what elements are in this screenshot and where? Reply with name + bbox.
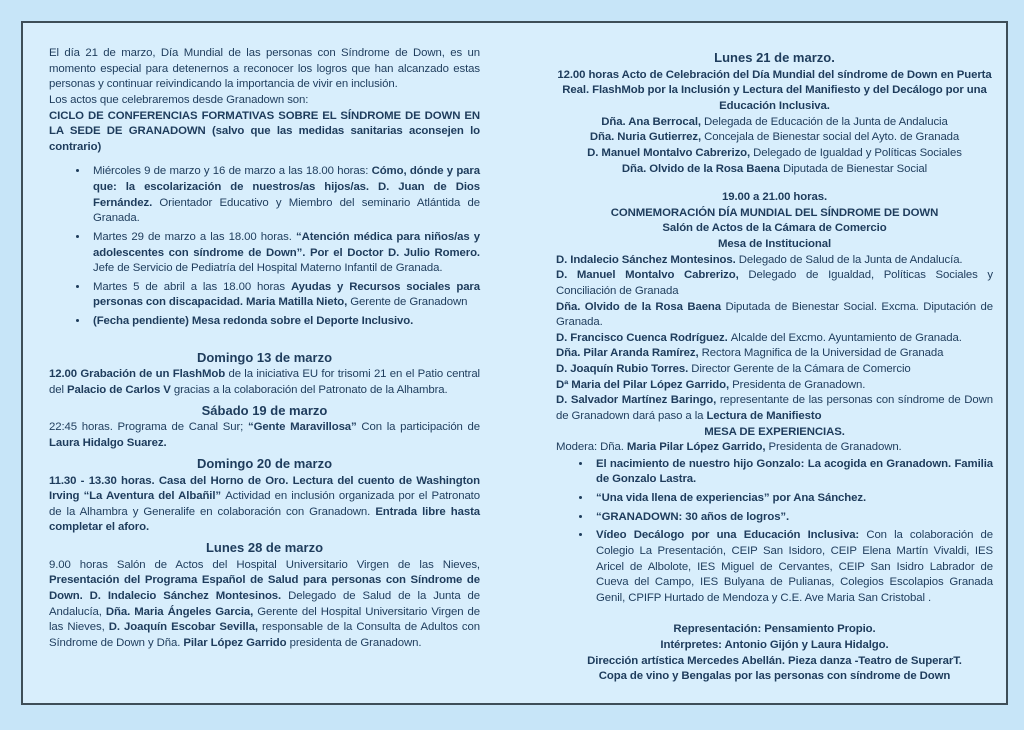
- subheading: [556, 654, 993, 670]
- paragraph: [49, 474, 480, 537]
- text-run: Los actos que celebraremos desde Granadown son:: [49, 93, 309, 106]
- text-run: “Gente Maravillosa”: [247, 421, 362, 434]
- text-run: gracias a la colaboración del Patronato de la Alhambra.: [173, 384, 448, 397]
- text-run: Con la colaboración de Colegio La Presentación, CEIP San Isidoro, CEIP Elena Martín Vivaldi, IES Aricel de Albolote, IES Miguel de Cervantes, CEIP San Isidro Labrador de Cueva del Campo, IES Bulyana de Pulianas, Colegios Escolapios Granada Genil, CPIFP Hurtado de Mendoza y C.E. Ave Maria San Cristobal .: [596, 529, 993, 604]
- text-run: Dña. Nuria Gutierrez,: [589, 131, 705, 144]
- text-run: Delegada de Educación de la Junta de Andalucia: [704, 115, 948, 128]
- paragraph: [49, 367, 480, 398]
- heading: [49, 455, 480, 473]
- text-run: de la iniciativa EU for trisomi 21 en el Patio central del: [49, 368, 480, 397]
- heading: [49, 539, 480, 557]
- bullet-item: [89, 164, 480, 227]
- text-run: Intérpretes: Antonio Gijón y Laura Hidalgo.: [660, 639, 889, 652]
- text-run: MESA DE EXPERIENCIAS.: [704, 425, 845, 438]
- text-run: D. Francisco Cuenca Rodríguez.: [556, 331, 731, 344]
- text-run: CONMEMORACIÓN DÍA MUNDIAL DEL SÍNDROME DE DOWN: [610, 206, 939, 219]
- blank-line: [556, 177, 993, 190]
- subheading: [556, 622, 993, 638]
- text-run: Sábado 19 de marzo: [201, 402, 328, 418]
- text-run: responsable de la Consulta de Adultos con Síndrome de Down y Dña.: [49, 621, 480, 649]
- paragraph: [556, 393, 993, 424]
- text-run: Miércoles 9 de marzo y 16 de marzo a las 18.00 horas:: [93, 165, 372, 178]
- text-run: Presidenta de Granadown.: [732, 378, 866, 391]
- paragraph: [49, 558, 480, 652]
- text-run: Diputada de Bienestar Social: [782, 162, 928, 175]
- paragraph: [556, 146, 993, 162]
- text-run: Orientador Educativo y Miembro del seminario Atlántida de Granada.: [93, 196, 480, 225]
- flyer-page: [21, 21, 1008, 705]
- subheading: [556, 425, 993, 441]
- text-run: Gerente del Hospital Universitario Virgen de las Nieves,: [49, 605, 480, 634]
- heading: [49, 349, 480, 367]
- heading: [556, 49, 993, 67]
- text-run: Lectura de Manifiesto: [706, 409, 822, 422]
- text-run: Lunes 28 de marzo: [205, 540, 324, 556]
- text-run: Representación: Pensamiento Propio.: [673, 623, 876, 636]
- paragraph: [556, 268, 993, 299]
- text-run: Presidenta de Granadown.: [768, 441, 902, 454]
- paragraph: [556, 253, 993, 269]
- text-run: Dña. Ana Berrocal,: [601, 115, 705, 128]
- bullet-list: [556, 457, 993, 607]
- bullet-item: [89, 230, 480, 277]
- text-run: Dª Maria del Pilar López Garrido,: [556, 378, 733, 391]
- text-run: D. Joaquín Escobar Sevilla,: [108, 621, 262, 634]
- text-run: Con la participación de: [361, 421, 481, 434]
- paragraph: [556, 300, 993, 331]
- subheading: [556, 237, 993, 253]
- text-run: “GRANADOWN: 30 años de logros”.: [596, 510, 790, 523]
- text-run: Domingo 20 de marzo: [196, 455, 333, 471]
- text-run: 12.00 Grabación de un FlashMob: [49, 368, 229, 381]
- paragraph: [556, 130, 993, 146]
- text-run: D. Manuel Montalvo Cabrerizo,: [556, 269, 749, 282]
- left-column: [49, 46, 480, 693]
- bullet-item: [89, 280, 480, 311]
- text-run: Entrada libre hasta completar el aforo.: [49, 505, 480, 534]
- text-run: Laura Hidalgo Suarez.: [49, 437, 167, 450]
- blank-line: [49, 333, 480, 346]
- text-run: Mesa de Institucional: [717, 238, 832, 251]
- text-run: presidenta de Granadown.: [289, 636, 422, 649]
- text-run: Dña. Olvido de la Rosa Baena: [621, 162, 783, 175]
- text-run: Dña. Maria Ángeles Garcia,: [105, 605, 258, 618]
- text-run: Dña. Pilar Aranda Ramírez,: [556, 347, 702, 360]
- text-run: Modera: Dña.: [556, 441, 627, 454]
- text-run: “Una vida llena de experiencias” por Ana Sánchez.: [596, 492, 867, 505]
- blank-line: [556, 609, 993, 622]
- subheading: [556, 206, 993, 222]
- text-run: Dirección artística Mercedes Abellán. Pieza danza -Teatro de SuperarT.: [587, 654, 962, 667]
- subheading: [556, 638, 993, 654]
- text-run: 12.00 horas Acto de Celebración del Día Mundial del síndrome de Down en Puerta Real. FlashMob por la Inclusión y Lectura del Manifiesto y del Decálogo por una Educación Inclusiva.: [557, 68, 992, 113]
- text-run: D. Joaquín Rubio Torres.: [556, 363, 692, 376]
- text-run: representante de las personas con síndrome de Down de Granadown dará paso a la: [556, 394, 993, 422]
- text-run: Alcalde del Excmo. Ayuntamiento de Granada.: [730, 331, 962, 344]
- text-run: Domingo 13 de marzo: [196, 349, 333, 365]
- text-run: Rectora Magnifica de la Universidad de Granada: [701, 347, 944, 360]
- paragraph: [49, 109, 480, 156]
- text-run: Presentación del Programa Español de Salud para personas con Síndrome de Down. D. Indalecio Sánchez Montesinos.: [49, 574, 480, 603]
- text-run: Jefe de Servicio de Pediatría del Hospital Materno Infantil de Granada.: [93, 262, 443, 275]
- paragraph: [556, 362, 993, 378]
- text-run: Delegado de Igualdad y Políticas Sociales: [753, 146, 962, 159]
- text-run: (Fecha pendiente) Mesa redonda sobre el Deporte Inclusivo.: [93, 315, 414, 327]
- bullet-item: [592, 510, 993, 526]
- text-run: 19.00 a 21.00 horas.: [721, 191, 828, 204]
- bullet-item: [592, 528, 993, 606]
- text-run: Dña. Olvido de la Rosa Baena: [556, 300, 726, 313]
- paragraph: [556, 346, 993, 362]
- paragraph: [49, 46, 480, 93]
- bullet-list: [49, 164, 480, 329]
- text-run: D. Indalecio Sánchez Montesinos.: [556, 253, 739, 266]
- text-run: Concejala de Bienestar social del Ayto. de Granada: [704, 131, 960, 144]
- paragraph: [556, 440, 993, 456]
- text-run: Lunes 21 de marzo.: [714, 50, 835, 65]
- text-run: Ayudas y Recursos sociales para personas con discapacidad. Maria Matilla Nieto,: [93, 280, 481, 309]
- text-run: Director Gerente de la Cámara de Comercio: [691, 363, 911, 376]
- bullet-item: [89, 314, 480, 330]
- text-run: CICLO DE CONFERENCIAS FORMATIVAS SOBRE EL SÍNDROME DE DOWN EN LA SEDE DE GRANADOWN (salvo que las medidas sanitarias aconsejen lo contrario): [49, 109, 480, 153]
- text-run: Martes 29 de marzo a las 18.00 horas.: [93, 230, 296, 243]
- text-run: Cómo, dónde y para que: la escolarización de nuestros/as hijos/as. D. Juan de Dios Fernández.: [93, 165, 480, 209]
- text-run: Actividad en inclusión organizada por el Patronato de la Alhambra y Generalife en colaboración con Granadown.: [49, 490, 480, 518]
- text-run: D. Salvador Martínez Baringo,: [556, 394, 720, 407]
- text-run: Vídeo Decálogo por una Educación Inclusiva:: [596, 529, 867, 542]
- paragraph: [49, 420, 480, 451]
- bullet-item: [592, 491, 993, 507]
- bullet-item: [592, 457, 993, 488]
- text-run: 11.30 - 13.30 horas. Casa del Horno de Oro. Lectura del cuento de Washington Irving “La Aventura del Albañil”: [49, 474, 480, 503]
- text-run: Delegado de Salud de la Junta de Andalucía,: [49, 590, 481, 618]
- text-run: Gerente de Granadown: [350, 296, 468, 309]
- subheading: [556, 221, 993, 237]
- paragraph: [556, 378, 993, 394]
- text-run: Delegado de Igualdad, Políticas Sociales y Conciliación de Granada: [556, 269, 993, 297]
- text-run: Diputada de Bienestar Social. Excma. Diputación de Granada.: [556, 300, 993, 329]
- text-run: Copa de vino y Bengalas por las personas con síndrome de Down: [598, 670, 951, 683]
- paragraph: [556, 162, 993, 178]
- text-run: Maria Pilar López Garrido,: [626, 441, 769, 454]
- paragraph: [49, 93, 480, 109]
- heading: [49, 402, 480, 420]
- subheading: [556, 190, 993, 206]
- text-run: “Atención médica para niños/as y adolescentes con síndrome de Down”. Por el Doctor D. Julio Romero.: [93, 230, 481, 259]
- text-run: 9.00 horas Salón de Actos del Hospital Universitario Virgen de las Nieves,: [49, 558, 480, 571]
- paragraph: [556, 331, 993, 347]
- text-run: El nacimiento de nuestro hijo Gonzalo: La acogida en Granadown. Familia de Gonzalo Lastra.: [596, 457, 993, 486]
- text-run: D. Manuel Montalvo Cabrerizo,: [587, 146, 754, 159]
- paragraph: [556, 115, 993, 131]
- subheading: [556, 669, 993, 685]
- right-column: [556, 46, 993, 693]
- text-run: Salón de Actos de la Cámara de Comercio: [662, 222, 887, 235]
- text-run: Delegado de Salud de la Junta de Andalucía.: [738, 253, 963, 266]
- text-run: 22:45 horas. Programa de Canal Sur;: [49, 421, 248, 434]
- text-run: Palacio de Carlos V: [66, 384, 174, 397]
- text-run: Martes 5 de abril a las 18.00 horas: [93, 280, 291, 293]
- paragraph: [556, 68, 993, 115]
- text-run: El día 21 de marzo, Día Mundial de las personas con Síndrome de Down, es un momento especial para detenernos a reconocer los logros que han alcanzado estas personas y continuar reivindicando la importancia de vivir en inclusión.: [49, 47, 480, 91]
- text-run: Pilar López Garrido: [183, 636, 290, 649]
